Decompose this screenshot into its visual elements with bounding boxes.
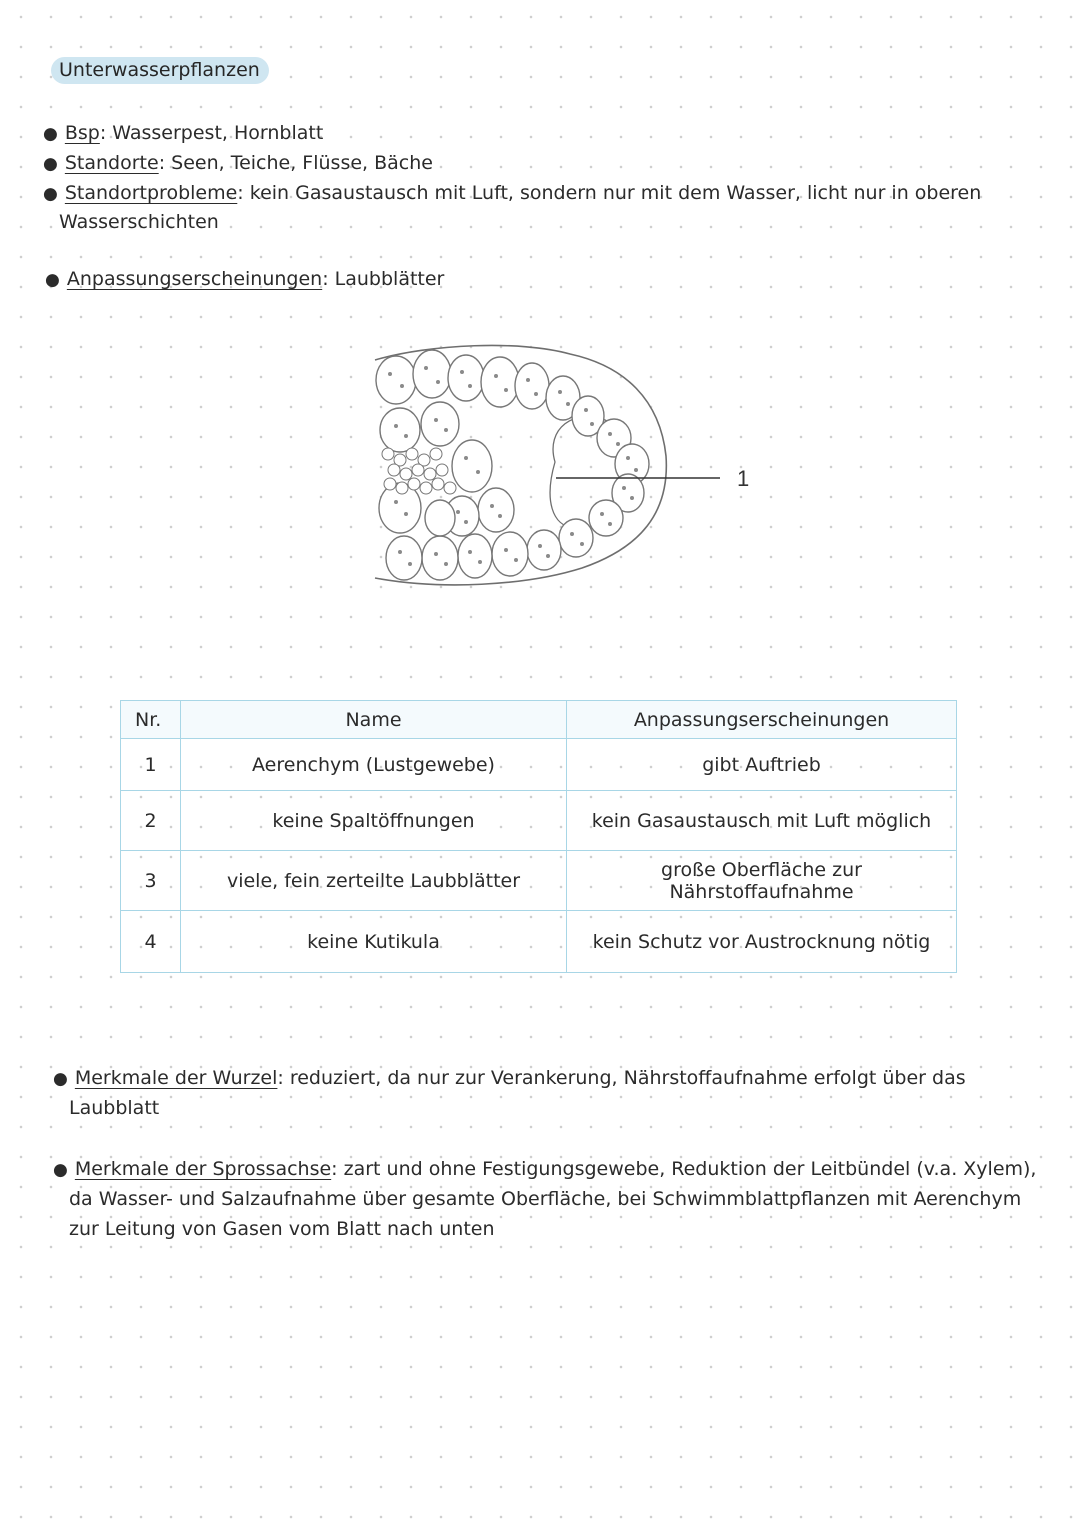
- adaptation-table: [120, 700, 957, 973]
- cell-anpassung-line2: Nährstoffaufnahme: [669, 880, 854, 903]
- standorte-text: : Seen, Teiche, Flüsse, Bäche: [158, 152, 433, 174]
- cell-name: keine Spaltöffnungen: [181, 791, 567, 851]
- spross-continuation-2: zur Leitung von Gasen vom Blatt nach unten: [69, 1218, 495, 1240]
- bullet-dot: ●: [53, 1160, 68, 1180]
- diagram-label-1: 1: [737, 466, 750, 491]
- table-row: [121, 851, 957, 911]
- header-anpassung: Anpassungserscheinungen: [567, 701, 957, 739]
- cell-anpassung-line1: große Oberfläche zur: [661, 858, 862, 881]
- cell-name: keine Kutikula: [181, 911, 567, 973]
- wurzel-continuation: Laubblatt: [69, 1097, 160, 1119]
- bullet-dot: ●: [43, 124, 58, 144]
- bullet-dot: ●: [45, 270, 60, 290]
- cell-nr: 2: [121, 791, 181, 851]
- cell-anpassung: kein Gasaustausch mit Luft möglich: [567, 791, 957, 851]
- spross-label: Merkmale der Sprossachse: [74, 1158, 332, 1180]
- bullet-dot: ●: [43, 184, 58, 204]
- cell-anpassung: [567, 851, 957, 911]
- cell-nr: 1: [121, 739, 181, 791]
- table-header-row: [121, 701, 957, 739]
- bullet-standorte: [43, 152, 433, 174]
- wurzel-text: : reduziert, da nur zur Verankerung, Nährstoffaufnahme erfolgt über das: [277, 1067, 966, 1089]
- bsp-text: : Wasserpest, Hornblatt: [99, 122, 324, 144]
- bsp-label: Bsp: [64, 122, 100, 144]
- bullet-spross: [53, 1158, 1036, 1180]
- spross-text: : zart und ohne Festigungsgewebe, Reduktion der Leitbündel (v.a. Xylem),: [331, 1158, 1037, 1180]
- cell-anpassung: gibt Auftrieb: [567, 739, 957, 791]
- cell-name: viele, fein zerteilte Laubblätter: [181, 851, 567, 911]
- header-nr: Nr.: [121, 701, 181, 739]
- bullet-wurzel: [53, 1067, 966, 1089]
- cell-nr: 3: [121, 851, 181, 911]
- page-title: Unterwasserpflanzen: [51, 57, 269, 84]
- anpassung-label: Anpassungserscheinungen: [66, 268, 323, 290]
- bullet-anpassung: [45, 268, 444, 290]
- table-row: [121, 739, 957, 791]
- standorte-label: Standorte: [64, 152, 159, 174]
- bullet-dot: ●: [43, 154, 58, 174]
- leaf-cross-section-diagram: [360, 338, 780, 600]
- standortprobleme-text: : kein Gasaustausch mit Luft, sondern nur mit dem Wasser, licht nur in oberen: [237, 182, 982, 204]
- cell-nr: 4: [121, 911, 181, 973]
- anpassung-text: : Laubblätter: [322, 268, 445, 290]
- standortprobleme-label: Standortprobleme: [64, 182, 238, 204]
- table-row: [121, 791, 957, 851]
- spross-continuation-1: da Wasser- und Salzaufnahme über gesamte Oberfläche, bei Schwimmblattpflanzen mit Aerenchym: [69, 1188, 1022, 1210]
- cell-name: Aerenchym (Lustgewebe): [181, 739, 567, 791]
- bullet-standortprobleme: [43, 182, 981, 204]
- table-row: [121, 911, 957, 973]
- standortprobleme-continuation: Wasserschichten: [59, 211, 219, 233]
- bullet-dot: ●: [53, 1069, 68, 1089]
- bullet-bsp: [43, 122, 323, 144]
- header-name: Name: [181, 701, 567, 739]
- cell-anpassung: kein Schutz vor Austrocknung nötig: [567, 911, 957, 973]
- wurzel-label: Merkmale der Wurzel: [74, 1067, 278, 1089]
